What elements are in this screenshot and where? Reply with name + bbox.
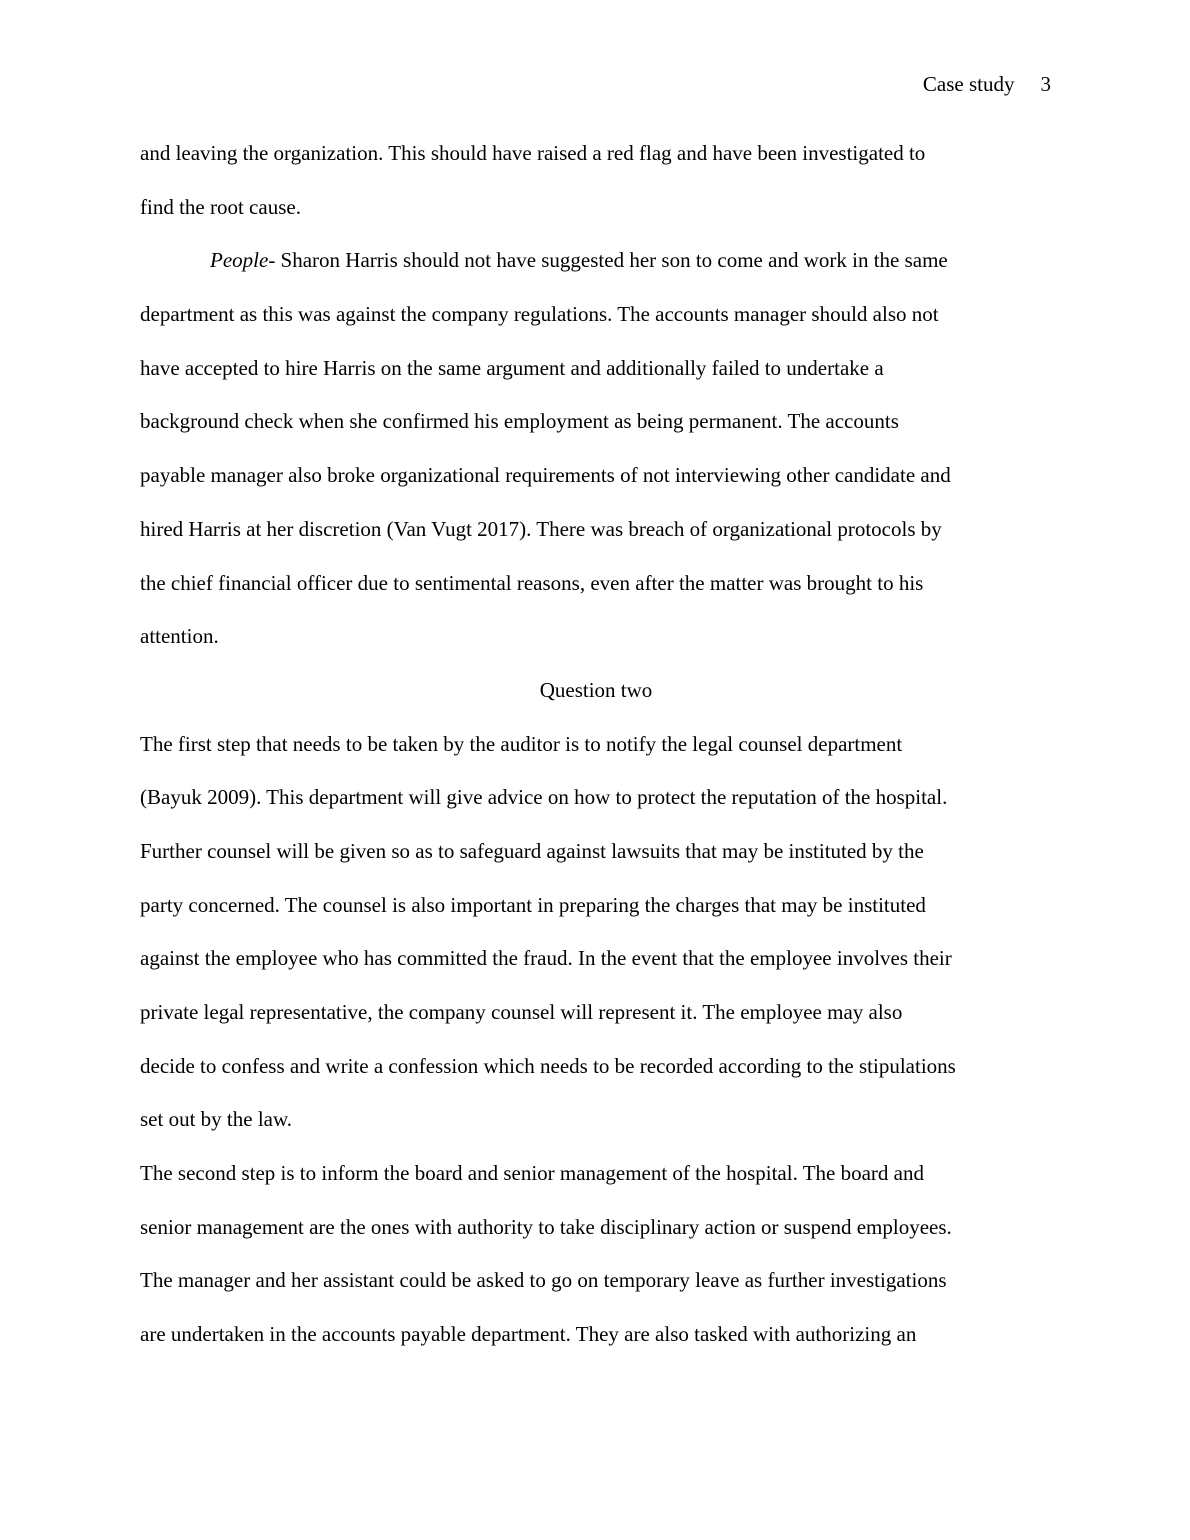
paragraph-2 <box>140 234 1052 664</box>
running-header <box>923 70 1051 98</box>
text-line: Further counsel will be given so as to safeguard against lawsuits that may be instituted by the <box>140 838 924 863</box>
text-line: background check when she confirmed his employment as being permanent. The accounts <box>140 409 899 434</box>
document-body <box>140 127 1052 1362</box>
section-heading: Question two <box>539 677 653 702</box>
text-line: The first step that needs to be taken by the auditor is to notify the legal counsel department <box>140 731 903 756</box>
text-line: hired Harris at her discretion (Van Vugt 2017). There was breach of organizational protocols by <box>140 516 942 541</box>
text-line: have accepted to hire Harris on the same argument and additionally failed to undertake a <box>140 355 884 380</box>
text-line: The second step is to inform the board and senior management of the hospital. The board and <box>140 1161 924 1186</box>
text-line: find the root cause. <box>140 194 301 219</box>
first-line-rest: - Sharon Harris should not have suggested her son to come and work in the same <box>268 248 948 273</box>
text-line: payable manager also broke organizational requirements of not interviewing other candidate and <box>140 463 951 488</box>
text-line: decide to confess and write a confession which needs to be recorded according to the stipulations <box>140 1053 956 1078</box>
text-line: party concerned. The counsel is also important in preparing the charges that may be instituted <box>140 892 926 917</box>
text-line: are undertaken in the accounts payable department. They are also tasked with authorizing an <box>140 1322 917 1347</box>
text-line: the chief financial officer due to sentimental reasons, even after the matter was brought to his <box>140 570 924 595</box>
text-line: private legal representative, the company counsel will represent it. The employee may also <box>140 1000 903 1024</box>
text-line: against the employee who has committed the fraud. In the event that the employee involves their <box>140 946 952 971</box>
paragraph-4 <box>140 1147 1052 1362</box>
text-line: attention. <box>140 624 219 649</box>
text-line <box>140 234 1052 288</box>
header-title: Case study <box>922 72 1015 96</box>
text-line: and leaving the organization. This should have raised a red flag and have been investigated to <box>140 141 926 165</box>
text-line: (Bayuk 2009). This department will give advice on how to protect the reputation of the hospital. <box>140 785 948 810</box>
people-lead-italic: People <box>210 248 269 273</box>
text-line: The manager and her assistant could be asked to go on temporary leave as further investigations <box>140 1268 947 1293</box>
text-line: senior management are the ones with authority to take disciplinary action or suspend employees. <box>140 1214 952 1239</box>
paragraph-3 <box>140 718 1052 1148</box>
text-line: department as this was against the company regulations. The accounts manager should also not <box>140 302 939 327</box>
page-number: 3 <box>1040 72 1051 96</box>
text-line: set out by the law. <box>140 1107 293 1132</box>
paragraph-1 <box>140 127 1052 234</box>
